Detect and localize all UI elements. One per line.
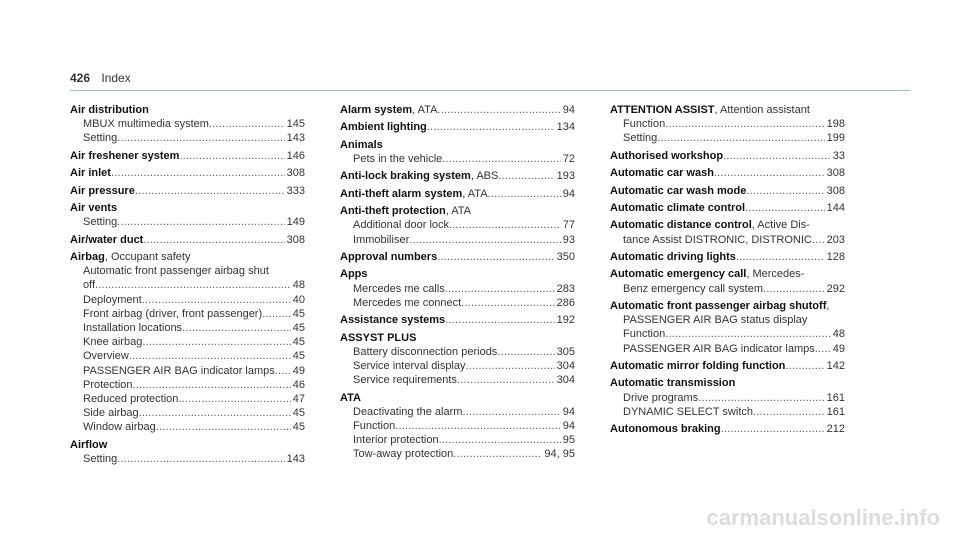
index-entry	[70, 438, 305, 466]
page-ref: 193	[556, 170, 575, 183]
leader-dots	[439, 433, 561, 447]
leader-dots	[714, 166, 825, 180]
index-subterm: PASSENGER AIR BAG indicator lamps	[623, 342, 815, 355]
index-subterm: Front airbag (driver, front passenger)	[83, 307, 263, 320]
index-subentry	[610, 282, 845, 296]
index-term: Automatic driving lights	[610, 250, 736, 263]
index-subterm: Drive programs	[623, 391, 699, 404]
index-subterm: Tow-away protection	[353, 448, 454, 461]
index-subentry	[340, 218, 575, 232]
leader-dots	[139, 406, 291, 420]
leader-dots	[453, 447, 542, 461]
index-entry-line	[340, 187, 575, 201]
leader-dots	[698, 391, 824, 405]
leader-dots	[723, 149, 831, 163]
leader-dots	[142, 335, 290, 349]
index-entry	[610, 267, 845, 295]
index-subterm: Interior protection	[353, 434, 439, 447]
index-entry-line	[70, 250, 305, 264]
index-subentry	[70, 131, 305, 145]
index-term: Authorised workshop	[610, 149, 724, 162]
index-entry-line	[340, 313, 575, 327]
index-subterm: Setting	[83, 132, 118, 145]
index-subentry	[610, 117, 845, 131]
index-entry	[610, 250, 845, 264]
index-subentry	[340, 345, 575, 359]
index-term: Airflow	[70, 438, 108, 451]
index-entry	[340, 120, 575, 134]
index-subterm: Setting	[83, 216, 118, 229]
index-column-3	[610, 103, 845, 440]
index-subentry	[70, 293, 305, 307]
index-subentry	[340, 296, 575, 310]
leader-dots	[262, 307, 291, 321]
index-entry	[610, 103, 845, 146]
index-entry	[70, 250, 305, 435]
index-term: Automatic front passenger airbag shutoff	[610, 299, 827, 312]
index-subterm: Mercedes me calls	[353, 282, 445, 295]
leader-dots	[275, 364, 291, 378]
index-subterm: Mercedes me connect	[353, 296, 462, 309]
index-term: Automatic transmission	[610, 377, 736, 390]
index-subentry	[70, 215, 305, 229]
page-ref: 45	[292, 307, 305, 320]
index-entry-line	[610, 218, 845, 232]
index-term-qualifier: , ATA	[412, 104, 438, 116]
index-entry-line	[340, 331, 575, 345]
index-entry-line	[70, 438, 305, 452]
index-subentry	[70, 420, 305, 434]
leader-dots	[178, 392, 290, 406]
index-entry-line	[610, 184, 845, 198]
leader-dots	[209, 117, 285, 131]
index-entry	[70, 201, 305, 229]
index-entry-line	[610, 201, 845, 215]
index-subterm: Function	[353, 419, 396, 432]
index-term-qualifier: , Occupant safety	[104, 250, 191, 263]
index-term-qualifier: , Mercedes-	[746, 268, 805, 281]
index-entry-line	[610, 267, 845, 281]
index-term: ASSYST PLUS	[340, 331, 417, 344]
leader-dots	[785, 359, 824, 373]
index-entry-line	[610, 299, 845, 313]
header-rule	[70, 90, 910, 91]
page-ref: 305	[556, 345, 575, 358]
leader-dots	[488, 187, 561, 201]
index-subentry	[610, 342, 845, 356]
index-term: Air pressure	[70, 184, 135, 197]
leader-dots	[437, 103, 560, 117]
index-entry-line	[610, 359, 845, 373]
index-term: Air distribution	[70, 104, 149, 116]
index-subentry	[340, 359, 575, 373]
page-ref: 45	[292, 421, 305, 434]
leader-dots	[133, 378, 291, 392]
index-term-qualifier: , ABS	[470, 170, 499, 183]
page-ref: 94	[562, 419, 575, 432]
index-entry	[70, 184, 305, 198]
index-term: Automatic distance control	[610, 219, 752, 232]
index-entry-line	[340, 169, 575, 183]
page-ref: 149	[286, 216, 305, 229]
index-term: ATA	[340, 391, 361, 404]
leader-dots	[753, 405, 825, 419]
index-term: Approval numbers	[340, 250, 438, 263]
leader-dots	[117, 215, 284, 229]
leader-dots	[117, 131, 284, 145]
page-ref: 161	[826, 391, 845, 404]
leader-dots	[665, 117, 824, 131]
index-entry-line	[340, 138, 575, 152]
page-ref: 308	[286, 167, 305, 180]
index-subterm: Setting	[623, 132, 658, 145]
index-entry	[70, 149, 305, 163]
page-ref: 49	[832, 342, 845, 355]
index-subentry	[340, 405, 575, 419]
page-ref: 144	[826, 201, 845, 214]
page-ref: 350	[556, 250, 575, 263]
index-entry	[340, 103, 575, 117]
leader-dots	[461, 296, 554, 310]
index-subterm: Service interval display	[353, 359, 466, 372]
index-subentry	[340, 419, 575, 433]
index-subterm: Deployment	[83, 293, 142, 306]
index-term: Autonomous braking	[610, 423, 721, 436]
index-entry	[340, 250, 575, 264]
page-ref: 198	[826, 118, 845, 131]
index-column-2	[340, 103, 575, 465]
index-subentry	[610, 327, 845, 341]
index-subterm: Battery disconnection periods	[353, 345, 498, 358]
index-entry	[340, 313, 575, 327]
leader-dots	[445, 282, 555, 296]
index-entry-line	[340, 103, 575, 117]
index-entry	[610, 149, 845, 163]
page-ref: 161	[826, 405, 845, 418]
page-ref: 143	[286, 452, 305, 465]
index-entry	[340, 187, 575, 201]
index-subentry	[70, 307, 305, 321]
index-entry-line	[610, 250, 845, 264]
index-entry	[340, 391, 575, 462]
page-ref: 47	[292, 392, 305, 405]
index-subentry	[70, 264, 305, 278]
page-ref: 286	[556, 296, 575, 309]
page-ref: 143	[286, 132, 305, 145]
leader-dots	[657, 131, 824, 145]
index-entry	[610, 201, 845, 215]
index-term: Air/water duct	[70, 233, 144, 246]
index-subterm: Benz emergency call system	[623, 282, 763, 295]
page-ref: 94	[562, 187, 575, 200]
page-ref: 128	[826, 250, 845, 263]
index-subentry	[340, 373, 575, 387]
leader-dots	[117, 452, 284, 466]
page-header	[70, 71, 131, 85]
index-entry-line	[340, 204, 575, 218]
index-subterm: Reduced protection	[83, 392, 179, 405]
page-ref: 45	[292, 336, 305, 349]
page-ref: 72	[562, 152, 575, 165]
page-ref: 304	[556, 374, 575, 387]
leader-dots	[721, 422, 825, 436]
page-number: 426	[70, 71, 91, 85]
index-term: Automatic car wash mode	[610, 184, 747, 197]
index-term: Airbag	[70, 250, 105, 263]
index-term-qualifier: , ATA	[462, 187, 488, 200]
index-entry	[610, 166, 845, 180]
leader-dots	[497, 345, 554, 359]
index-subterm: Function	[623, 118, 666, 131]
index-subterm: Window airbag	[83, 421, 156, 434]
page-ref: 308	[826, 167, 845, 180]
page-ref: 40	[292, 293, 305, 306]
page-ref: 93	[562, 233, 575, 246]
index-term: Apps	[340, 268, 368, 281]
leader-dots	[427, 120, 555, 134]
index-entry-line	[340, 391, 575, 405]
index-subterm: Installation locations	[83, 321, 183, 334]
index-subterm: Service requirements	[353, 374, 457, 387]
index-term: Animals	[340, 138, 383, 151]
page-ref: 192	[556, 314, 575, 327]
index-subentry	[610, 233, 845, 247]
page-ref: 308	[286, 233, 305, 246]
index-subterm: off	[83, 279, 96, 292]
index-term: Ambient lighting	[340, 121, 427, 134]
page-ref: 49	[292, 364, 305, 377]
index-subentry	[70, 378, 305, 392]
page-ref: 212	[826, 423, 845, 436]
index-entry-line	[70, 184, 305, 198]
leader-dots	[498, 169, 554, 183]
index-subterm: Pets in the vehicle	[353, 152, 443, 165]
page-ref: 46	[292, 378, 305, 391]
index-subterm: Additional door lock	[353, 219, 450, 232]
index-subentry	[70, 117, 305, 131]
index-term-qualifier: , ATA	[445, 205, 471, 218]
leader-dots	[462, 405, 560, 419]
index-subentry	[610, 405, 845, 419]
index-subentry	[70, 278, 305, 292]
leader-dots	[746, 184, 824, 198]
index-entry	[340, 138, 575, 166]
page-ref: 48	[832, 328, 845, 341]
index-subterm: PASSENGER AIR BAG status display	[623, 314, 808, 327]
index-entry-line	[70, 103, 305, 117]
leader-dots	[736, 250, 825, 264]
page-ref: 145	[286, 118, 305, 131]
index-subterm: Immobiliser	[353, 233, 410, 246]
leader-dots	[111, 166, 285, 180]
index-subterm: PASSENGER AIR BAG indicator lamps	[83, 364, 275, 377]
page-ref: 199	[826, 132, 845, 145]
index-term: Air freshener system	[70, 149, 180, 162]
index-subentry	[70, 335, 305, 349]
index-subterm: Side airbag	[83, 407, 139, 420]
index-entry	[340, 169, 575, 183]
page-ref: 283	[556, 282, 575, 295]
index-entry	[610, 376, 845, 419]
index-entry-line	[70, 149, 305, 163]
index-subentry	[70, 392, 305, 406]
leader-dots	[395, 419, 561, 433]
index-term: Automatic mirror folding function	[610, 359, 786, 372]
page-ref: 45	[292, 321, 305, 334]
index-entry	[610, 299, 845, 356]
index-entry	[610, 422, 845, 436]
page-ref: 203	[826, 233, 845, 246]
index-term-qualifier: , Attention assistant	[714, 104, 810, 116]
index-entry-line	[340, 250, 575, 264]
page-ref: 142	[826, 359, 845, 372]
index-term: Air inlet	[70, 167, 111, 180]
index-entry-line	[70, 166, 305, 180]
leader-dots	[129, 349, 291, 363]
leader-dots	[179, 149, 284, 163]
page-ref: 45	[292, 350, 305, 363]
index-subentry	[70, 364, 305, 378]
page-ref: 333	[286, 184, 305, 197]
index-subterm: DYNAMIC SELECT switch	[623, 405, 753, 418]
index-subterm: Knee airbag	[83, 336, 143, 349]
index-entry-line	[340, 120, 575, 134]
index-term: Anti-lock braking system	[340, 170, 471, 183]
watermark: carmanualsonline.info	[706, 505, 940, 530]
index-subentry	[340, 447, 575, 461]
index-entry-line	[610, 103, 845, 117]
index-column-1	[70, 103, 305, 469]
index-subterm: Overview	[83, 350, 129, 363]
index-entry-line	[70, 201, 305, 215]
index-subentry	[610, 391, 845, 405]
index-term: Automatic emergency call	[610, 268, 747, 281]
index-subentry	[70, 452, 305, 466]
index-entry	[70, 103, 305, 146]
index-subterm: MBUX multimedia system	[83, 118, 209, 131]
page-ref: 94	[562, 405, 575, 418]
index-entry-line	[610, 166, 845, 180]
index-term: Automatic car wash	[610, 167, 714, 180]
leader-dots	[437, 250, 554, 264]
index-term: ATTENTION ASSIST	[610, 104, 715, 116]
index-term: Anti-theft protection	[340, 205, 446, 218]
page-ref: 134	[556, 121, 575, 134]
index-subentry	[340, 433, 575, 447]
index-entry-line	[70, 233, 305, 247]
index-entry	[340, 204, 575, 247]
index-entry	[70, 233, 305, 247]
leader-dots	[409, 233, 561, 247]
index-entry	[610, 359, 845, 373]
leader-dots	[763, 282, 825, 296]
page-ref: 45	[292, 407, 305, 420]
index-term: Assistance systems	[340, 314, 446, 327]
leader-dots	[812, 233, 825, 247]
index-entry	[340, 331, 575, 388]
index-subentry	[340, 233, 575, 247]
page-ref: 146	[286, 149, 305, 162]
leader-dots	[445, 313, 554, 327]
leader-dots	[449, 218, 561, 232]
index-subterm: Setting	[83, 452, 118, 465]
index-subterm: Automatic front passenger airbag shut	[83, 265, 269, 278]
index-entry	[610, 184, 845, 198]
index-subentry	[610, 131, 845, 145]
index-entry-line	[610, 149, 845, 163]
page-ref: 77	[562, 219, 575, 232]
index-entry	[70, 166, 305, 180]
index-subterm: Protection	[83, 378, 133, 391]
leader-dots	[665, 327, 831, 341]
leader-dots	[457, 373, 555, 387]
page-ref: 292	[826, 282, 845, 295]
index-subterm: tance Assist DISTRONIC, DISTRONIC	[623, 233, 812, 246]
index-term-qualifier: , Active Dis-	[751, 219, 810, 232]
index-subterm: Function	[623, 328, 666, 341]
page-ref: 94	[562, 104, 575, 116]
page-title: Index	[101, 71, 131, 85]
index-subentry	[70, 406, 305, 420]
page-ref: 48	[292, 279, 305, 292]
index-term: Air vents	[70, 201, 118, 214]
index-entry-line	[610, 376, 845, 390]
leader-dots	[466, 359, 555, 373]
leader-dots	[143, 233, 284, 247]
page-ref: 308	[826, 184, 845, 197]
leader-dots	[815, 342, 831, 356]
page-ref: 95	[562, 434, 575, 447]
index-subterm: Deactivating the alarm	[353, 405, 463, 418]
leader-dots	[182, 321, 291, 335]
index-entry-line	[610, 422, 845, 436]
leader-dots	[745, 201, 825, 215]
leader-dots	[95, 278, 291, 292]
leader-dots	[156, 420, 291, 434]
index-entry	[610, 218, 845, 246]
index-subentry	[70, 321, 305, 335]
page-ref: 33	[832, 149, 845, 162]
page-ref: 94, 95	[544, 448, 575, 461]
index-entry-line	[340, 267, 575, 281]
index-subentry	[340, 152, 575, 166]
index-term-qualifier: ,	[826, 299, 830, 312]
index-term: Anti-theft alarm system	[340, 187, 463, 200]
index-term: Alarm system	[340, 104, 413, 116]
leader-dots	[442, 152, 560, 166]
leader-dots	[135, 184, 285, 198]
leader-dots	[142, 293, 291, 307]
index-entry	[340, 267, 575, 310]
index-subentry	[610, 313, 845, 327]
index-subentry	[70, 349, 305, 363]
index-subentry	[340, 282, 575, 296]
page-ref: 304	[556, 359, 575, 372]
index-term: Automatic climate control	[610, 201, 746, 214]
